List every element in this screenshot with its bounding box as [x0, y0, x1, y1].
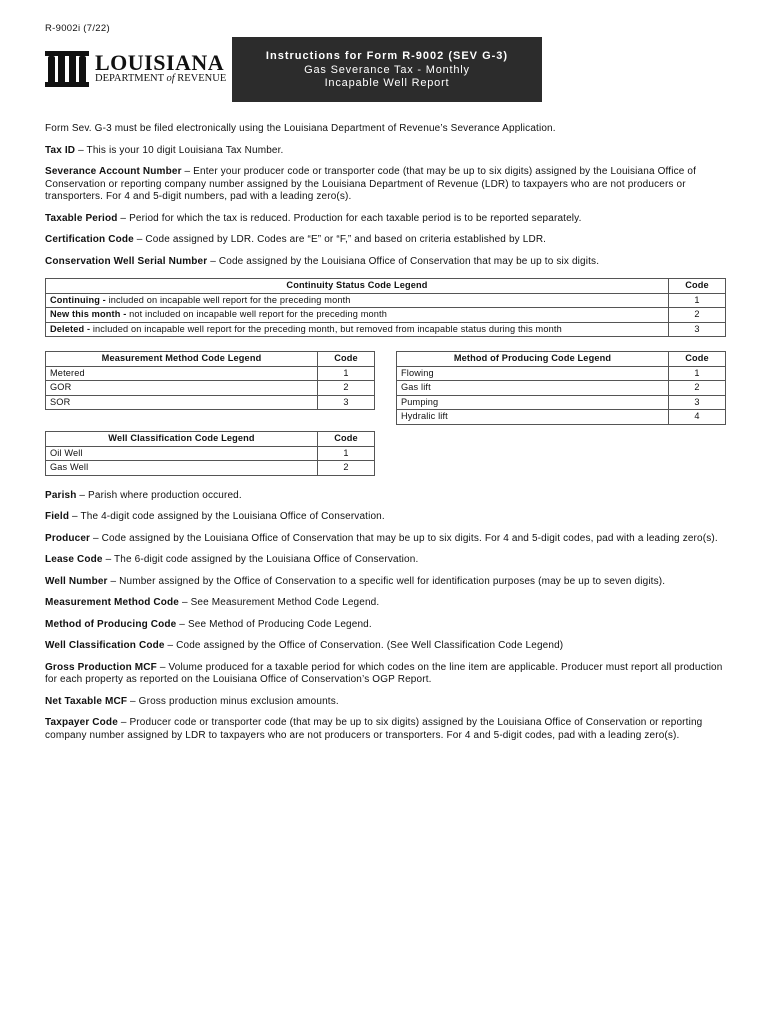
status-description: [46, 322, 669, 337]
form-title: Instructions for Form R-9002 (SEV G-3): [265, 50, 509, 62]
legend-label: SOR: [46, 395, 318, 410]
legend-code: 1: [318, 446, 375, 461]
continuity-header: Continuity Status Code Legend: [46, 279, 669, 294]
definition-text: – Gross production minus exclusion amounts.: [127, 695, 339, 707]
producing-code-header: Code: [669, 352, 726, 367]
measurement-legend-table: [45, 351, 375, 410]
table-row: [46, 322, 726, 337]
table-row: [46, 446, 375, 461]
definition-term: Well Classification Code: [45, 640, 165, 651]
status-text: included on incapable well report for the preceding month: [105, 294, 351, 305]
producing-header: Method of Producing Code Legend: [397, 352, 669, 367]
table-row: [397, 366, 726, 381]
status-code: 3: [669, 322, 726, 337]
definition-item: [45, 597, 725, 610]
table-row: [46, 395, 375, 410]
definition-term: Certification Code: [45, 234, 134, 245]
definition-text: – Enter your producer code or transporter code (that may be up to six digits) assigned by the Louisiana Office of Conservation or reporting company number assigned by the Louisiana Department of Revenue (LDR) to taxpayers who are not producers or transporters. For 4 and 5-digit numbers, pad with a leading zero(s).: [45, 166, 697, 202]
status-label: Continuing -: [50, 294, 106, 305]
table-row: [46, 461, 375, 476]
definition-text: – Code assigned by LDR. Codes are “E” or “F,” and based on criteria established by LDR.: [133, 234, 547, 245]
status-code: 2: [669, 308, 726, 323]
continuity-legend-table: [45, 278, 726, 337]
definition-text: – See Measurement Method Code Legend.: [179, 597, 380, 608]
definition-text: – Number assigned by the Office of Conservation to a specific well for identification purposes (may be up to seven digits).: [107, 575, 666, 587]
table-row: [46, 293, 726, 308]
definition-term: Taxpayer Code: [45, 717, 118, 728]
status-label: New this month -: [50, 309, 127, 319]
definitions-top: [45, 145, 725, 269]
definition-term: Severance Account Number: [45, 166, 182, 177]
definition-item: [45, 576, 725, 589]
form-id: R-9002i (7/22): [45, 23, 110, 34]
legend-code: 1: [318, 366, 375, 381]
legend-label: Hydralic lift: [397, 410, 669, 425]
definition-item: [45, 256, 725, 269]
definition-item: [45, 511, 725, 524]
legend-code: 3: [669, 395, 726, 410]
form-subtitle: Gas Severance Tax - Monthly: [304, 64, 470, 76]
instructions-body: [45, 123, 725, 751]
table-row: [397, 410, 726, 425]
measurement-code-header: Code: [318, 352, 375, 367]
status-text: included on incapable well report for the preceding month, but removed from incapable status during this month: [90, 323, 562, 334]
definition-term: Gross Production MCF: [45, 661, 157, 673]
title-box: [232, 37, 542, 102]
table-row: [397, 395, 726, 410]
definition-text: – Volume produced for a taxable period for which codes on the line item are applicable. Producer must report all production for each property as reported on the Louisiana Office of Conservation’s OGP Report.: [45, 661, 723, 685]
classification-legend-table: [45, 431, 375, 476]
logo-name: LOUISIANA: [95, 50, 225, 75]
legend-code: 2: [669, 381, 726, 396]
definition-text: – The 6-digit code assigned by the Louisiana Office of Conservation.: [102, 554, 419, 565]
legend-label: Flowing: [397, 366, 669, 381]
ldr-logo: [45, 51, 225, 87]
legend-code: 1: [669, 366, 726, 381]
legend-code: 4: [669, 410, 726, 425]
definition-text: – Code assigned by the Office of Conservation. (See Well Classification Code Legend): [164, 640, 564, 651]
definition-term: Tax ID: [45, 144, 76, 156]
pelican-emblem-icon: [45, 51, 89, 87]
definition-item: [45, 662, 725, 687]
definition-item: [45, 717, 725, 742]
definition-term: Method of Producing Code: [45, 618, 177, 630]
definition-item: [45, 166, 725, 204]
legend-label: Metered: [46, 366, 318, 381]
table-row: [46, 308, 726, 323]
legend-row: [45, 351, 725, 427]
definition-item: [45, 696, 725, 709]
definition-term: Taxable Period: [45, 212, 118, 224]
header: [45, 37, 542, 102]
legend-code: 3: [318, 395, 375, 410]
logo-department: DEPARTMENT of REVENUE: [95, 73, 227, 84]
status-label: Deleted -: [50, 323, 91, 334]
definition-term: Well Number: [45, 575, 108, 587]
definition-text: – The 4-digit code assigned by the Louisiana Office of Conservation.: [69, 511, 385, 522]
legend-label: Gas Well: [46, 461, 318, 476]
definition-text: – Code assigned by the Louisiana Office of Conservation that may be up to six digits. For 4 and 5-digit codes, pad with a leading zero(s).: [90, 532, 718, 544]
definition-term: Field: [45, 511, 70, 522]
definition-term: Parish: [45, 489, 77, 501]
definition-text: – Producer code or transporter code (that may be up to six digits) assigned by the Louisiana Office of Conservation or reporting company number assigned by LDR to taxpayers who are not producers or transporters. For 4 and 5-digit codes, pad with a leading zero(s).: [45, 717, 703, 741]
definition-item: [45, 213, 725, 226]
classification-header: Well Classification Code Legend: [46, 432, 318, 447]
definition-item: [45, 145, 725, 158]
definition-text: – This is your 10 digit Louisiana Tax Number.: [75, 144, 284, 156]
definition-text: – Code assigned by the Louisiana Office of Conservation that may be up to six digits.: [207, 255, 600, 267]
definition-item: [45, 234, 725, 247]
producing-legend-table: [396, 351, 726, 425]
legend-label: Pumping: [397, 395, 669, 410]
form-subtitle-2: Incapable Well Report: [324, 77, 450, 89]
definition-item: [45, 490, 725, 503]
status-text: not included on incapable well report for the preceding month: [126, 309, 388, 319]
table-row: [46, 381, 375, 396]
definitions-bottom: [45, 490, 725, 743]
classification-code-header: Code: [318, 432, 375, 447]
status-description: [46, 293, 669, 308]
definition-term: Conservation Well Serial Number: [45, 255, 208, 267]
status-code: 1: [669, 293, 726, 308]
measurement-header: Measurement Method Code Legend: [46, 352, 318, 367]
intro-text: Form Sev. G-3 must be filed electronically using the Louisiana Department of Revenue’s Severance Application.: [45, 123, 556, 134]
definition-text: – See Method of Producing Code Legend.: [176, 618, 372, 630]
definition-term: Measurement Method Code: [45, 597, 180, 608]
definition-text: – Parish where production occured.: [76, 489, 242, 501]
continuity-code-header: Code: [669, 279, 726, 294]
definition-item: [45, 533, 725, 546]
definition-item: [45, 619, 725, 632]
table-row: [46, 366, 375, 381]
legend-label: GOR: [46, 381, 318, 396]
definition-term: Net Taxable MCF: [45, 695, 128, 707]
definition-term: Lease Code: [45, 554, 103, 565]
definition-term: Producer: [45, 532, 91, 544]
definition-item: [45, 554, 725, 567]
definition-text: – Period for which the tax is reduced. Production for each taxable period is to be reported separately.: [117, 212, 582, 224]
legend-code: 2: [318, 381, 375, 396]
status-description: [46, 308, 669, 323]
legend-label: Gas lift: [397, 381, 669, 396]
legend-label: Oil Well: [46, 446, 318, 461]
definition-item: [45, 640, 725, 653]
table-row: [397, 381, 726, 396]
legend-code: 2: [318, 461, 375, 476]
